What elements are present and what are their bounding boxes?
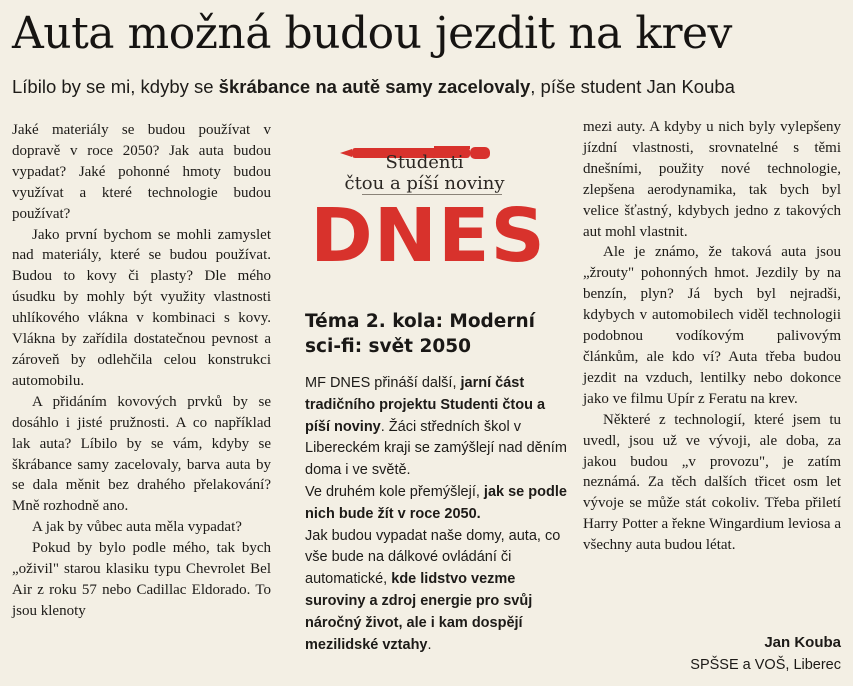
box-paragraph-3	[305, 526, 573, 657]
article-column-1	[12, 120, 271, 622]
subhead-text-start: Líbilo by se mi, kdyby se	[12, 76, 219, 97]
author-name: Jan Kouba	[764, 634, 841, 651]
box-p3-part-1: Jak budou vypadat naše domy, auta, co vše bude na dálkové ovládání či automatické,	[305, 527, 561, 588]
box-p1-part-3: . Žáci středních škol v Libereckém kraji se zamýšlejí nad děním doma i ve světě.	[305, 418, 567, 479]
col1-paragraph-2: Jako první bychom se mohli zamyslet nad materiály, které se budou používat. Budou to kovy či plasty? Dle mého úsudku by mohly být využity vlastnosti uhlíkového vlákna v kombinaci s kovy. Vlákna by zařídila dostatečnou pevnost a zároveň by odlehčila celou konstrukci automobilu.	[12, 226, 271, 389]
subhead-bold-quote: škrábance na autě samy zacelovaly	[218, 76, 531, 97]
box-p1-part-2: jarní část tradičního projektu Studenti čtou a píší noviny	[305, 375, 546, 435]
box-p2-part-2: jak se podle nich bude žít v roce 2050.	[305, 483, 567, 522]
box-paragraph-1	[305, 373, 573, 482]
author-school: SPŠSE a VOŠ, Liberec	[690, 657, 841, 673]
logo-line-1: Studenti	[385, 152, 464, 173]
box-topic-title: Téma 2. kola: Moderní sci-fi: svět 2050	[305, 311, 535, 357]
box-p3-part-2: kde lidstvo vezme suroviny a zdroj energie pro svůj náročný život, ale i kam dospějí mezilidské vztahy	[305, 571, 533, 653]
article-subhead	[12, 74, 847, 100]
box-info-text	[305, 373, 573, 656]
box-p1-part-1: MF DNES přináší další,	[305, 375, 461, 391]
col1-paragraph-1: Jaké materiály se budou používat v dopravě v roce 2050? Jak auta budou vypadat? Jaké pohonné hmoty budou využívat a které technologie budou používat?	[12, 122, 271, 222]
subhead-text-end: , píše student Jan Kouba	[530, 76, 735, 97]
logo-line-2: čtou a píší noviny	[344, 173, 505, 194]
author-signature	[583, 632, 841, 676]
project-logo-text	[312, 152, 537, 194]
col1-paragraph-5: Pokud by bylo podle mého, tak bych „oživil" starou klasiku typu Chevrolet Bel Air z roku 57 nebo Cadillac Eldorado. To jsou klenoty	[12, 540, 271, 619]
col1-paragraph-3: A přidáním kovových prvků by se dosáhlo i jisté pružnosti. A co například lak auta? Líbilo by se vám, kdyby se škrábance samy zacelovaly, barva auta by se dala měnit bez drahého přelakování? Mně rozhodně ano.	[12, 393, 271, 515]
box-p2-part-1: Ve druhém kole přemýšlejí,	[305, 483, 484, 500]
col3-paragraph-2: Ale je známo, že taková auta jsou „žrouty" pohonných hmot. Jezdily by na benzín, plyn? Já bych byl nejradši, kdybych v automobilech viděl technologii podobnou vodíkovým palivovým článkům, ale kdo ví? Auta třeba budou jezdit na vzduch, lentilky nebo dokonce jako ve filmu Upír z Feratu na krev.	[583, 244, 841, 407]
col3-paragraph-1: mezi auty. A kdyby u nich byly vylepšeny jízdní vlastnosti, srovnatelné s těmi dnešními, použity nové technologie, zlepšena aerodynamika, tak bych byl velice šťastný, kdybych jedno z takových aut mohl vlastnit.	[583, 119, 841, 240]
box-paragraph-2	[305, 482, 573, 526]
col1-paragraph-4: A jak by vůbec auta měla vypadat?	[32, 519, 242, 536]
box-p3-part-3: .	[427, 636, 432, 653]
col3-paragraph-3: Některé z technologií, které jsem tu uvedl, jsou už ve vývoji, ale doba, za jakou budou „v provozu", je zatím neznámá. Za těch dalších třicet osm let vývoje se může stát cokoliv. Třeba přiletí Harry Potter a řekne Wingardium leviosa a všechny auta budou létat.	[583, 411, 841, 554]
article-headline: Auta možná budou jezdit na krev	[12, 8, 732, 59]
article-column-3	[583, 117, 841, 556]
dnes-logo: DNES	[310, 193, 546, 279]
